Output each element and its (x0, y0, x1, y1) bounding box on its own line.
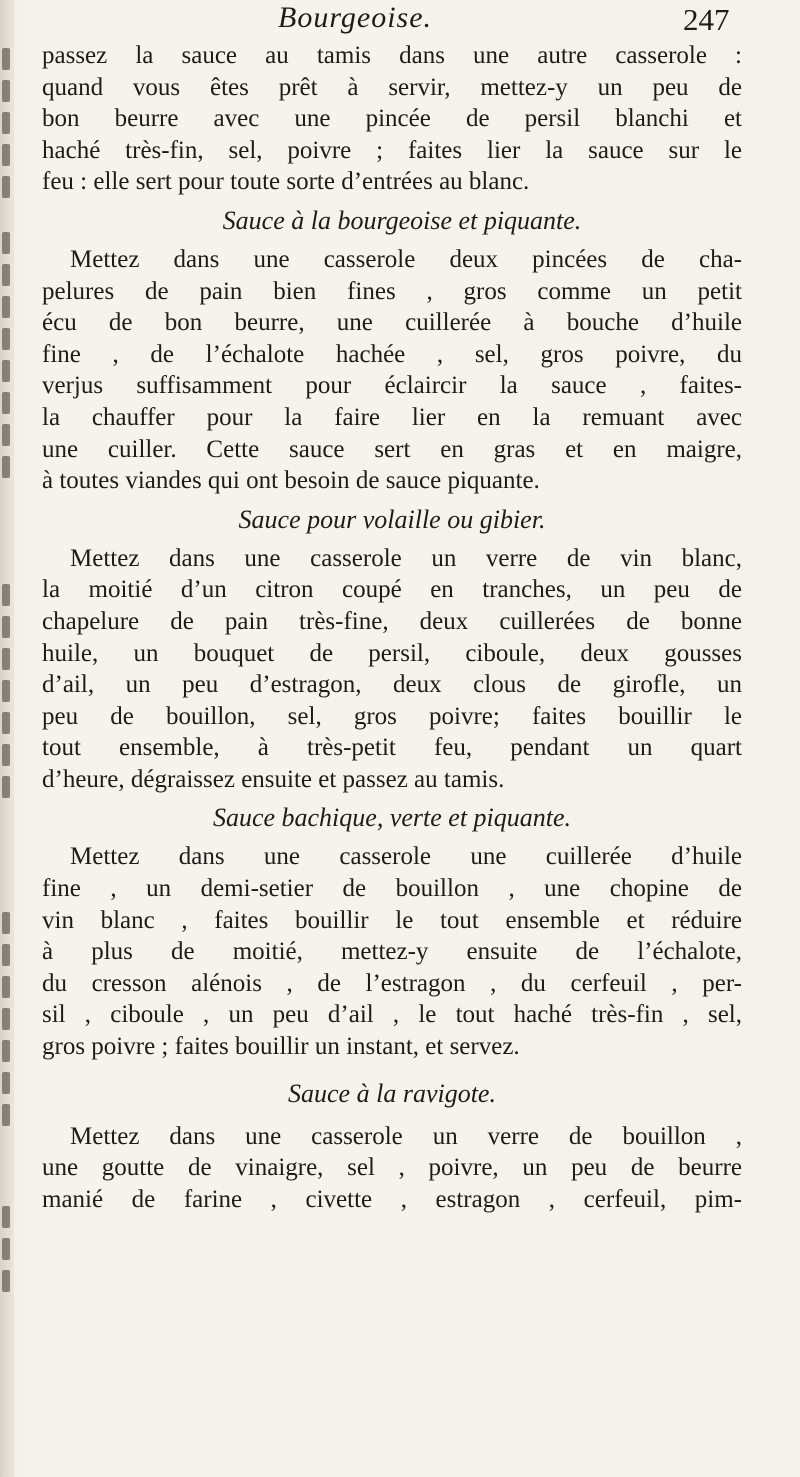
gutter-ink-bleed (2, 0, 16, 1477)
text-line: la moitié d’un citron coupé en tranches, un peu de (42, 576, 742, 604)
page-number: 247 (683, 2, 730, 37)
text-line: haché très-fin, sel, poivre ; faites lier la sauce sur le (42, 136, 742, 164)
text-line: du cresson alénois , de l’estragon , du cerfeuil , per- (42, 969, 742, 997)
text-line: manié de farine , civette , estragon , cerfeuil, pim- (42, 1185, 742, 1213)
section-paragraph (42, 244, 742, 497)
text-line: quand vous êtes prêt à servir, mettez-y un peu de (42, 73, 742, 101)
text-line: une cuiller. Cette sauce sert en gras et en maigre, (42, 435, 742, 463)
section-heading: Sauce à la ravigote. (288, 1078, 496, 1108)
section-heading: Sauce à la bourgeoise et piquante. (222, 205, 582, 235)
text-line: d’heure, dégraissez ensuite et passez au tamis. (42, 765, 505, 793)
page-body (42, 40, 742, 1215)
text-line: Mettez dans une casserole deux pincées de cha- (70, 245, 742, 273)
text-line: passez la sauce au tamis dans une autre casserole : (42, 42, 742, 69)
text-line: sil , ciboule , un peu d’ail , le tout haché très-fin , sel, (42, 1001, 742, 1029)
text-line: peu de bouillon, sel, gros poivre; faites bouillir le (42, 702, 742, 730)
text-line: Mettez dans une casserole une cuillerée d’huile (70, 843, 742, 871)
text-line: huile, un bouquet de persil, ciboule, deux gousses (42, 639, 742, 667)
running-header (0, 0, 800, 36)
text-line: écu de bon beurre, une cuillerée à bouche d’huile (42, 309, 742, 337)
text-line: fine , un demi-setier de bouillon , une chopine de (42, 875, 742, 903)
section-paragraph (42, 1121, 742, 1216)
section-heading: Sauce bachique, verte et piquante. (212, 803, 572, 833)
text-line: tout ensemble, à très-petit feu, pendant un quart (42, 734, 742, 762)
text-line: verjus suffisamment pour éclaircir la sauce , faites- (42, 372, 742, 400)
text-line: d’ail, un peu d’estragon, deux clous de girofle, un (42, 671, 742, 699)
text-line: bon beurre avec une pincée de persil blanchi et (42, 105, 742, 133)
text-line: à plus de moitié, mettez-y ensuite de l’échalote, (42, 938, 742, 966)
text-line: Mettez dans une casserole un verre de bouillon , (70, 1122, 742, 1150)
text-line: une goutte de vinaigre, sel , poivre, un peu de beurre (42, 1154, 742, 1182)
paragraph-continuation (42, 40, 742, 198)
running-title: Bourgeoise. (278, 1, 433, 34)
section-heading: Sauce pour volaille ou gibier. (238, 504, 546, 534)
text-line: Mettez dans une casserole un verre de vin blanc, (70, 544, 742, 572)
text-line: feu : elle sert pour toute sorte d’entrées au blanc. (42, 168, 530, 196)
text-line: pelures de pain bien fines , gros comme un petit (42, 277, 742, 305)
text-line: gros poivre ; faites bouillir un instant, et servez. (42, 1033, 520, 1061)
text-line: chapelure de pain très-fine, deux cuillerées de bonne (42, 607, 742, 635)
text-line: fine , de l’échalote hachée , sel, gros poivre, du (42, 340, 742, 368)
text-line: la chauffer pour la faire lier en la remuant avec (42, 403, 742, 431)
text-line: vin blanc , faites bouillir le tout ensemble et réduire (42, 906, 742, 934)
section-paragraph (42, 543, 742, 796)
section-paragraph (42, 841, 742, 1062)
text-line: à toutes viandes qui ont besoin de sauce piquante. (42, 467, 540, 495)
